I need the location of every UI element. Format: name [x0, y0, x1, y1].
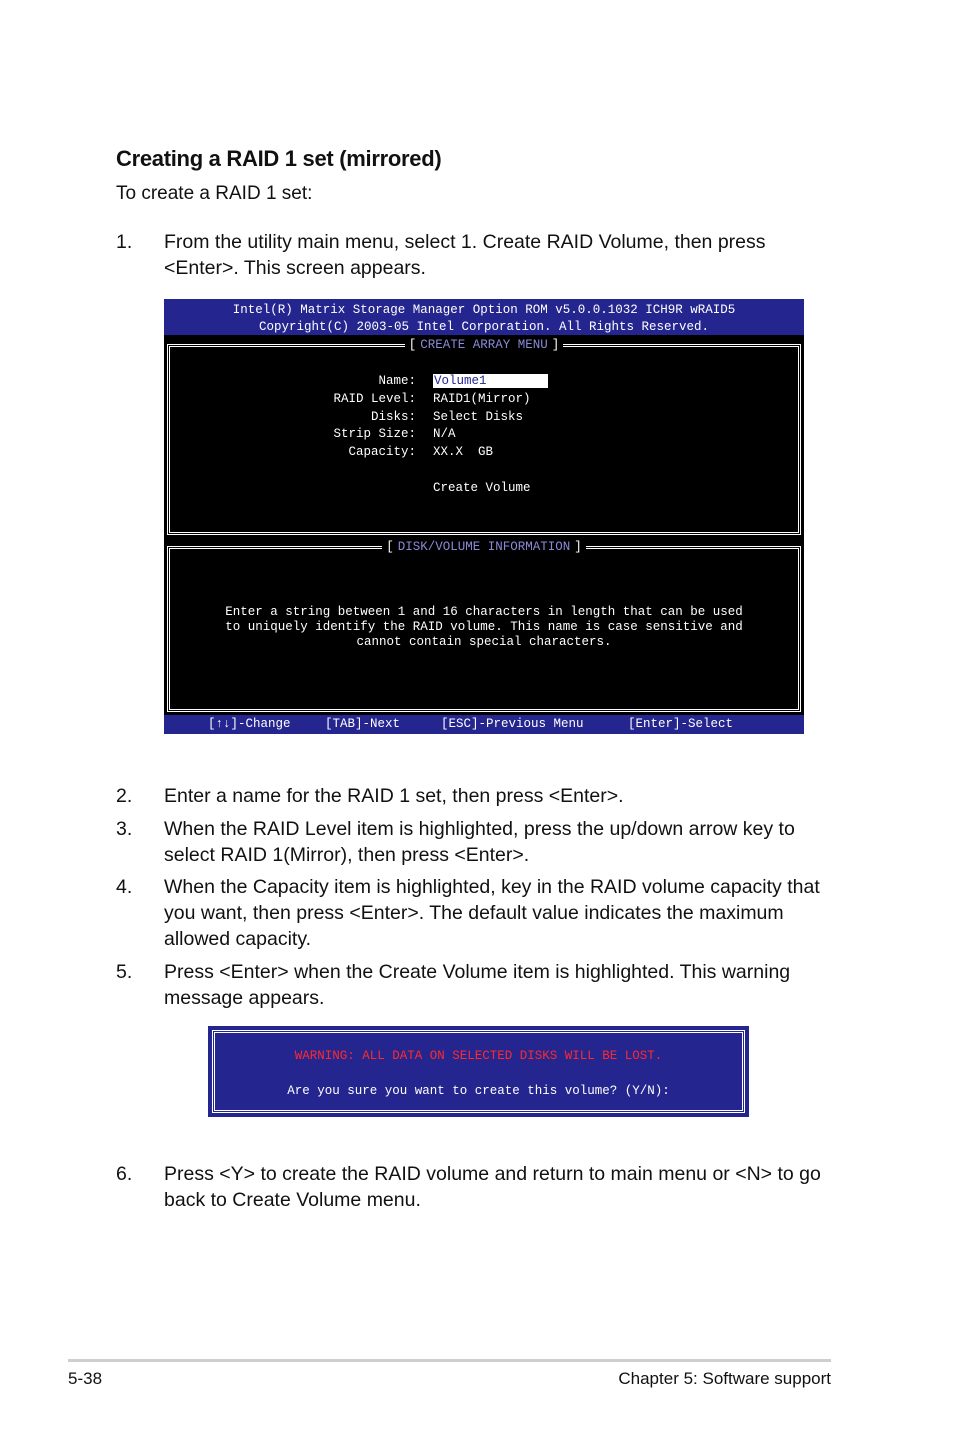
step-number: 6. [116, 1163, 133, 1185]
create-array-title: CREATE ARRAY MENU [416, 338, 552, 352]
step-text: From the utility main menu, select 1. Create RAID Volume, then press <Enter>. This screen appears. [164, 231, 766, 279]
disks-label: Disks: [370, 410, 416, 424]
warning-dialog [208, 1026, 749, 1117]
page-number: 5-38 [68, 1369, 103, 1388]
capacity-value[interactable]: XX.X GB [433, 445, 494, 459]
step-text: When the RAID Level item is highlighted, press the up/down arrow key to select RAID 1(Mirror), then press <Enter>. [164, 818, 795, 866]
disks-value[interactable]: Select Disks [433, 410, 524, 424]
name-input[interactable]: Volume1 [433, 374, 548, 388]
capacity-label: Capacity: [348, 445, 416, 459]
panel-title-bracket: [ DISK/VOLUME INFORMATION ] [382, 540, 586, 554]
step-text: Press <Enter> when the Create Volume item is highlighted. This warning message appears. [164, 961, 791, 1009]
info-line: Enter a string between 1 and 16 characters in length that can be used [225, 605, 743, 619]
step-text: Enter a name for the RAID 1 set, then press <Enter>. [164, 785, 624, 807]
name-field[interactable] [433, 374, 548, 388]
bios-header-title: Intel(R) Matrix Storage Manager Option ROM v5.0.0.1032 ICH9R wRAID5 [232, 303, 736, 317]
strip-size-value[interactable]: N/A [433, 427, 456, 441]
info-line: to uniquely identify the RAID volume. This name is case sensitive and [225, 620, 743, 634]
intro-text: To create a RAID 1 set: [116, 183, 313, 204]
step-number: 1. [116, 231, 133, 253]
step-number: 2. [116, 785, 133, 807]
raid-create-screen [164, 299, 804, 734]
warning-message: WARNING: ALL DATA ON SELECTED DISKS WILL BE LOST. [294, 1049, 663, 1063]
step-number: 4. [116, 876, 133, 898]
create-array-panel [167, 338, 801, 535]
bios-header [164, 299, 804, 335]
key-select-hint: [Enter]-Select [628, 717, 734, 731]
key-previous-hint: [ESC]-Previous Menu [441, 717, 584, 731]
step-text: Press <Y> to create the RAID volume and return to main menu or <N> to go back to Create Volume menu. [164, 1163, 821, 1211]
chapter-title: Chapter 5: Software support [618, 1369, 831, 1388]
footer-divider [68, 1359, 831, 1362]
disk-info-panel [167, 540, 801, 712]
info-line: cannot contain special characters. [356, 635, 612, 649]
panel-title-bracket: [ CREATE ARRAY MENU ] [405, 338, 564, 352]
bios-header-copyright: Copyright(C) 2003-05 Intel Corporation. All Rights Reserved. [258, 320, 710, 334]
section-heading: Creating a RAID 1 set (mirrored) [116, 146, 442, 171]
step-number: 3. [116, 818, 133, 840]
key-next-hint: [TAB]-Next [325, 717, 401, 731]
confirm-prompt[interactable]: Are you sure you want to create this volume? (Y/N): [287, 1084, 670, 1098]
raid-level-value[interactable]: RAID1(Mirror) [433, 392, 531, 406]
bios-key-bar [164, 715, 804, 734]
disk-info-title: DISK/VOLUME INFORMATION [394, 540, 575, 554]
create-volume-button[interactable]: Create Volume [433, 481, 531, 495]
strip-size-label: Strip Size: [333, 427, 416, 441]
step-text: When the Capacity item is highlighted, key in the RAID volume capacity that you want, then press <Enter>. The default value indicates the maximum allowed capacity. [164, 876, 820, 950]
key-change-hint: [↑↓]-Change [208, 717, 291, 731]
raid-level-label: RAID Level: [333, 392, 416, 406]
step-number: 5. [116, 961, 133, 983]
name-label: Name: [378, 374, 416, 388]
info-text [170, 605, 798, 650]
